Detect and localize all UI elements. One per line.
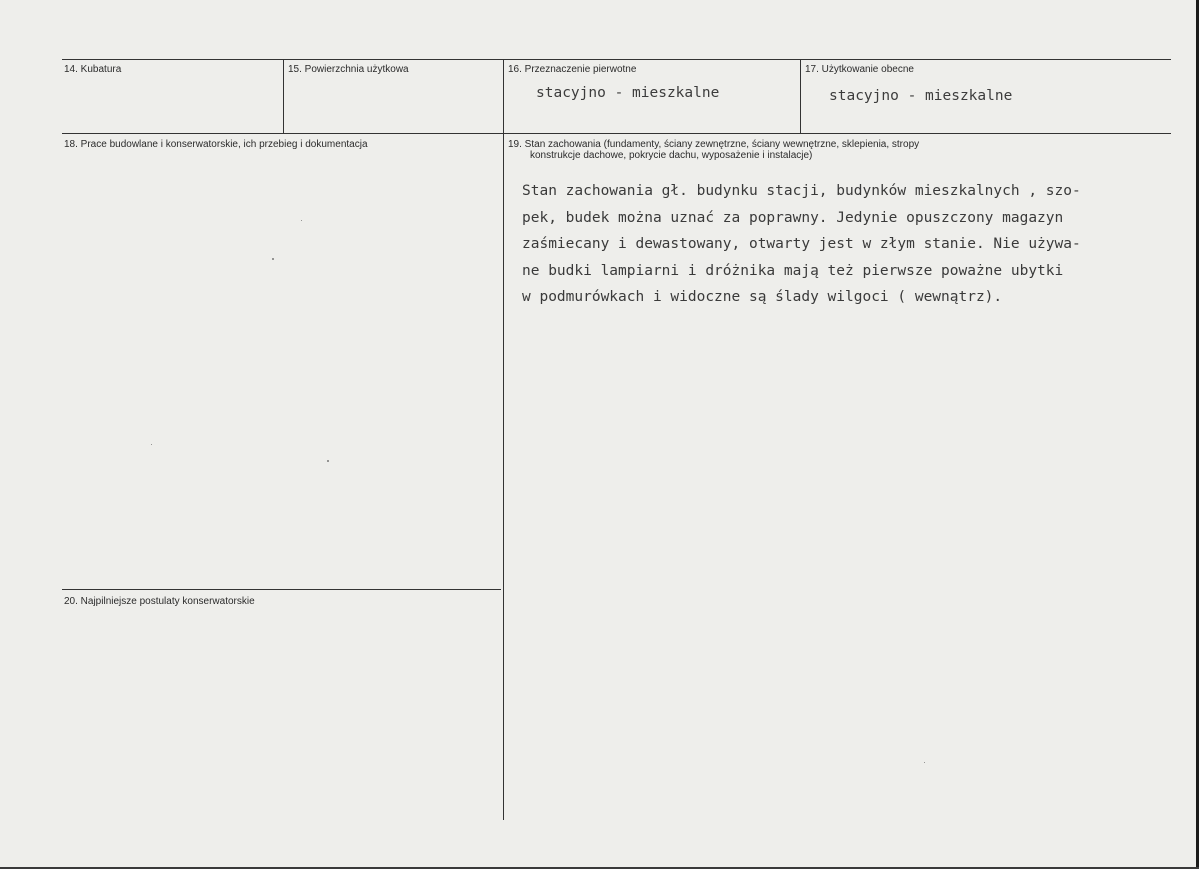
field-15-powierzchnia-label: 15. Powierzchnia użytkowa [288, 64, 409, 75]
divider-14-15 [283, 60, 284, 133]
paper-speck [327, 460, 329, 462]
paper-speck [272, 258, 274, 260]
paper-speck [301, 220, 302, 221]
divider-main-columns [503, 134, 504, 820]
field-19-stan-label-line2: konstrukcje dachowe, pokrycie dachu, wyposażenie i instalacje) [530, 150, 813, 161]
field-16-przeznaczenie-value: stacyjno - mieszkalne [536, 85, 720, 101]
field-19-text-line: ne budki lampiarni i dróżnika mają też pierwsze poważne ubytki [522, 262, 1064, 279]
field-19-stan-label-line1: 19. Stan zachowania (fundamenty, ściany zewnętrzne, ściany wewnętrzne, sklepienia, stropy [508, 139, 920, 150]
field-20-postulaty-label: 20. Najpilniejsze postulaty konserwatorskie [64, 596, 255, 607]
divider-16-17 [800, 60, 801, 133]
field-14-kubatura-label: 14. Kubatura [64, 64, 122, 75]
paper-speck [151, 444, 152, 445]
paper-speck [924, 762, 925, 763]
middle-rule [62, 133, 1171, 134]
divider-15-16 [503, 60, 504, 133]
field-19-text-line: w podmurówkach i widoczne są ślady wilgoci ( wewnątrz). [522, 289, 1003, 305]
field-19-text-line: Stan zachowania gł. budynku stacji, budynków mieszkalnych , szo- [522, 183, 1081, 199]
field-17-uzytkowanie-value: stacyjno - mieszkalne [829, 88, 1013, 104]
field-19-stan-text [522, 178, 1172, 311]
field-19-text-line: pek, budek można uznać za poprawny. Jedynie opuszczony magazyn [522, 209, 1064, 226]
top-rule [62, 59, 1171, 60]
field-16-przeznaczenie-label: 16. Przeznaczenie pierwotne [508, 64, 637, 75]
field-18-prace-label: 18. Prace budowlane i konserwatorskie, ich przebieg i dokumentacja [64, 139, 368, 150]
section-20-rule [62, 589, 501, 590]
field-17-uzytkowanie-label: 17. Użytkowanie obecne [805, 64, 914, 75]
field-19-text-line: zaśmiecany i dewastowany, otwarty jest w złym stanie. Nie używa- [522, 236, 1081, 252]
